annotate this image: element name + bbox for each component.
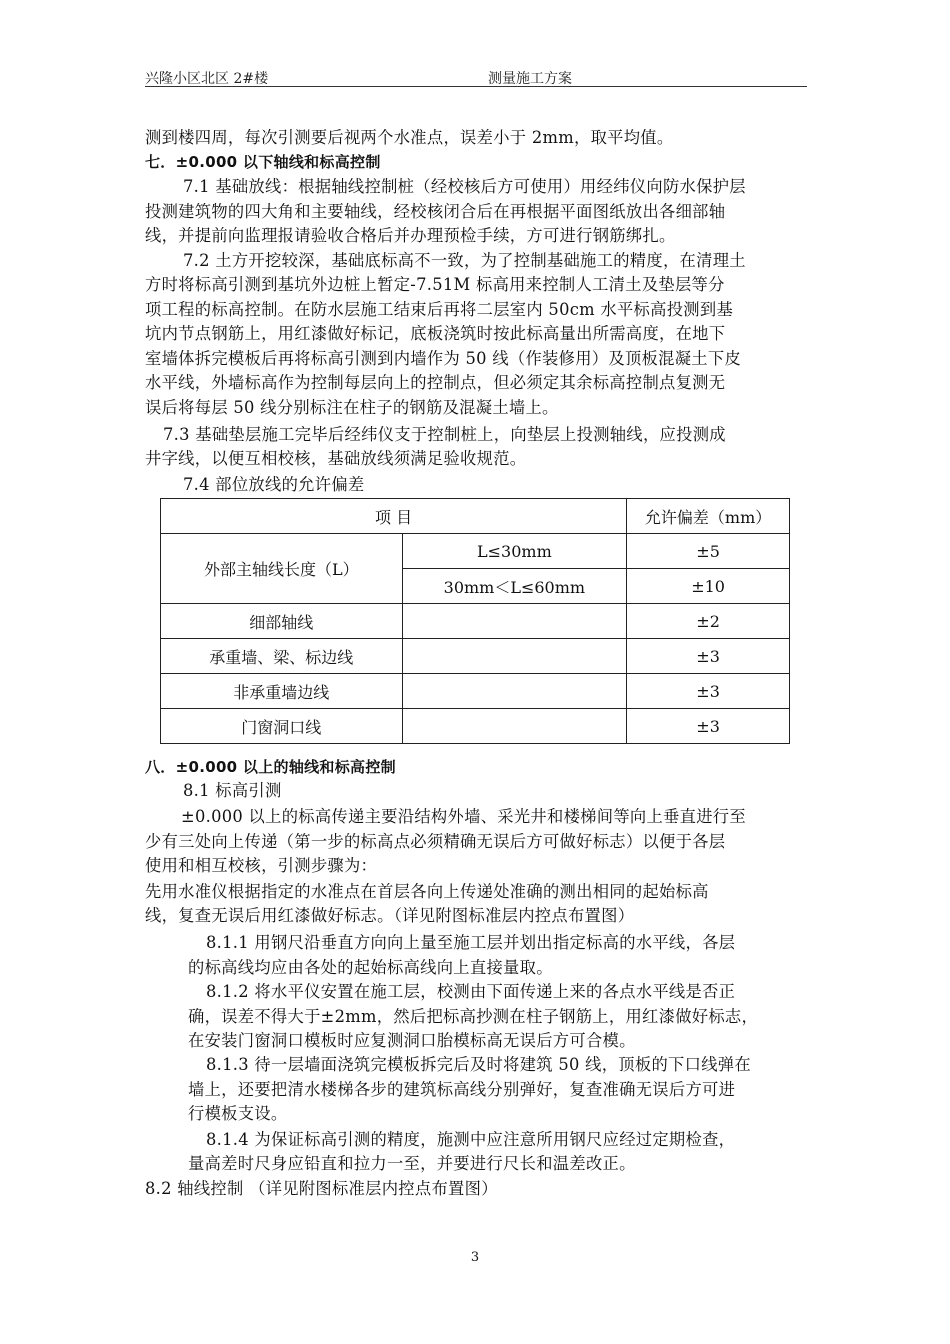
table-header-item: 项 目 (161, 499, 627, 534)
table-cell-tolerance: ±3 (627, 709, 790, 744)
text-line: 先用水准仪根据指定的水准点在首层各向上传递处准确的测出相同的起始标高 (145, 882, 709, 901)
text-line: 项工程的标高控制。在防水层施工结束后再将二层室内 50cm 水平标高投测到基 (145, 300, 734, 319)
text-line: ±0.000 以上的标高传递主要沿结构外墙、采光井和楼梯间等向上垂直进行至 (181, 807, 746, 826)
text-line: 误后将每层 50 线分别标注在柱子的钢筋及混凝土墙上。 (145, 398, 559, 417)
text-line: 使用和相互校核，引测步骤为： (145, 856, 378, 875)
table-cell-tolerance: ±10 (627, 569, 790, 604)
table-row (161, 534, 790, 569)
text-line: 井字线，以便互相校核，基础放线须满足验收规范。 (145, 449, 527, 468)
text-line: 线，复查无误后用红漆做好标志。（详见附图标准层内控点布置图） (145, 906, 635, 925)
text-line: 方时将标高引测到基坑外边桩上暂定-7.51M 标高用来控制人工清土及垫层等分 (145, 275, 725, 294)
text-line: 投测建筑物的四大角和主要轴线，经校核闭合后在再根据平面图纸放出各细部轴 (145, 202, 726, 221)
table-cell-tolerance: ±5 (627, 534, 790, 569)
table-cell-tolerance: ±2 (627, 604, 790, 639)
text-line: 7.2 土方开挖较深，基础底标高不一致，为了控制基础施工的精度，在清理土 (183, 251, 746, 270)
section-heading-8: 八．±0.000 以上的轴线和标高控制 (145, 758, 396, 776)
text-line: 8.1.2 将水平仪安置在施工层，校测由下面传递上来的各点水平线是否正 (206, 982, 736, 1001)
table-cell-sub: 30mm＜L≤60mm (402, 569, 627, 604)
table-cell-tolerance: ±3 (627, 639, 790, 674)
subsection-heading: 8.1 标高引测 (183, 781, 282, 800)
table-row (161, 639, 790, 674)
table-cell-empty (402, 709, 627, 744)
table-cell-empty (402, 639, 627, 674)
text-line: 测到楼四周，每次引测要后视两个水准点，误差小于 2mm，取平均值。 (145, 128, 674, 147)
table-header-row (161, 499, 790, 534)
text-line: 8.1.4 为保证标高引测的精度，施测中应注意所用钢尺应经过定期检查， (206, 1130, 736, 1149)
table-cell-item: 外部主轴线长度（L） (161, 534, 403, 604)
text-line: 量高差时尺身应铅直和拉力一至，并要进行尺长和温差改正。 (188, 1154, 636, 1173)
text-line: 7.1 基础放线：根据轴线控制桩（经校核后方可使用）用经纬仪向防水保护层 (183, 177, 746, 196)
table-cell-item: 承重墙、梁、标边线 (161, 639, 403, 674)
text-line: 8.1.3 待一层墙面浇筑完模板拆完后及时将建筑 50 线，顶板的下口线弹在 (206, 1055, 751, 1074)
header-left: 兴隆小区北区 2#楼 (145, 71, 269, 87)
subsection-heading: 8.2 轴线控制 （详见附图标准层内控点布置图） (145, 1179, 498, 1198)
text-line: 水平线，外墙标高作为控制每层向上的控制点，但必须定其余标高控制点复测无 (145, 373, 726, 392)
text-line: 确，误差不得大于±2mm，然后把标高抄测在柱子钢筋上，用红漆做好标志， (188, 1007, 759, 1026)
table-cell-empty (402, 604, 627, 639)
table-caption: 7.4 部位放线的允许偏差 (183, 475, 365, 494)
table-cell-item: 非承重墙边线 (161, 674, 403, 709)
header-rule (145, 86, 807, 87)
text-line: 在安装门窗洞口模板时应复测洞口胎模标高无误后方可合模。 (188, 1031, 636, 1050)
tolerance-table (160, 498, 790, 744)
text-line: 室墙体拆完模板后再将标高引测到内墙作为 50 线（作装修用）及顶板混凝土下皮 (145, 349, 742, 368)
table-cell-item: 门窗洞口线 (161, 709, 403, 744)
text-line: 的标高线均应由各处的起始标高线向上直接量取。 (188, 958, 553, 977)
text-line: 少有三处向上传递（第一步的标高点必须精确无误后方可做好标志）以便于各层 (145, 832, 726, 851)
table-cell-tolerance: ±3 (627, 674, 790, 709)
table-row (161, 604, 790, 639)
table-header-tolerance: 允许偏差（mm） (627, 499, 790, 534)
table-cell-sub: L≤30mm (402, 534, 627, 569)
page-number: 3 (470, 1250, 480, 1265)
table-cell-empty (402, 674, 627, 709)
text-line: 行模板支设。 (188, 1104, 288, 1123)
table-row (161, 674, 790, 709)
text-line: 8.1.1 用钢尺沿垂直方向向上量至施工层并划出指定标高的水平线，各层 (206, 933, 736, 952)
text-line: 7.3 基础垫层施工完毕后经纬仪支于控制桩上，向垫层上投测轴线，应投测成 (163, 425, 726, 444)
section-heading-7: 七．±0.000 以下轴线和标高控制 (145, 153, 381, 171)
text-line: 线，并提前向监理报请验收合格后并办理预检手续，方可进行钢筋绑扎。 (145, 226, 676, 245)
text-line: 墙上，还要把清水楼梯各步的建筑标高线分别弹好，复查准确无误后方可进 (188, 1080, 736, 1099)
table-cell-item: 细部轴线 (161, 604, 403, 639)
header-center: 测量施工方案 (488, 71, 572, 87)
table-row (161, 709, 790, 744)
text-line: 坑内节点钢筋上，用红漆做好标记，底板浇筑时按此标高量出所需高度，在地下 (145, 324, 726, 343)
